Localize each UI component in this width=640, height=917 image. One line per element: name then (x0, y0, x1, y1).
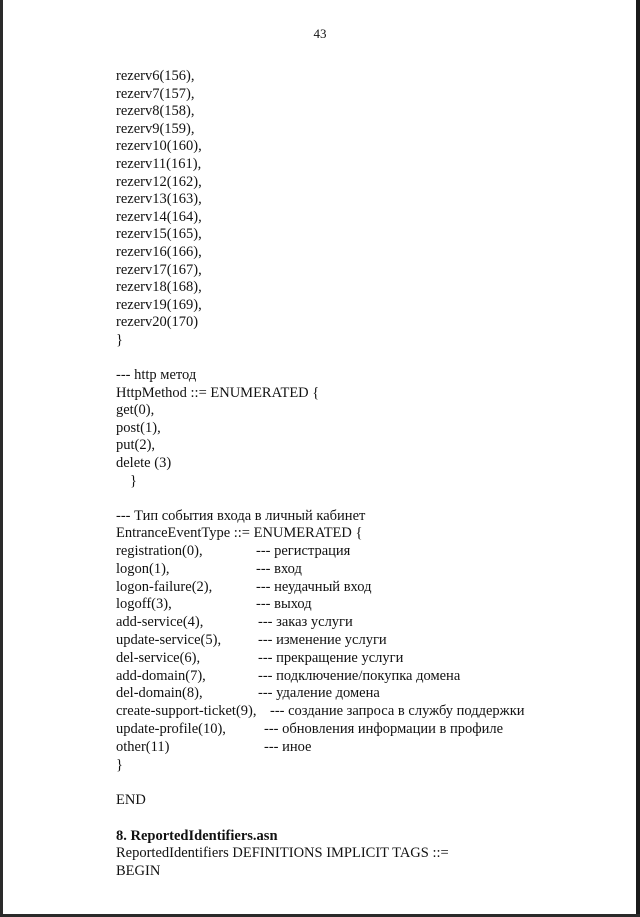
enum-row (116, 632, 616, 650)
document-body (116, 68, 616, 880)
enum-comment: --- прекращение услуги (258, 649, 404, 666)
end-keyword: END (116, 791, 146, 808)
code-line: post(1), (116, 419, 161, 436)
enum-comment: --- иное (264, 738, 312, 755)
enum-code: del-service(6), (116, 649, 201, 666)
closing-brace: } (116, 331, 123, 348)
enum-code: add-service(4), (116, 614, 204, 631)
enum-code: other(11) (116, 738, 170, 755)
code-line: put(2), (116, 437, 156, 454)
enum-comment: --- регистрация (256, 543, 351, 560)
code-line: rezerv14(164), (116, 208, 202, 225)
rezerv-block (116, 68, 616, 350)
scan-edge-right (636, 0, 640, 917)
enum-code: add-domain(7), (116, 667, 206, 684)
code-line: rezerv18(168), (116, 279, 202, 296)
entrance-comment: --- Тип события входа в личный кабинет (116, 507, 366, 524)
enum-row (116, 721, 616, 739)
section-definition: ReportedIdentifiers DEFINITIONS IMPLICIT TAGS ::= (116, 844, 449, 861)
enum-row (116, 614, 616, 632)
enum-code: update-service(5), (116, 632, 222, 649)
code-line: rezerv10(160), (116, 138, 202, 155)
enum-code: update-profile(10), (116, 721, 226, 737)
scan-edge-left (0, 0, 3, 917)
enum-comment: --- неудачный вход (256, 578, 372, 595)
http-comment: --- http метод (116, 367, 197, 384)
enum-comment: --- удаление домена (258, 685, 380, 702)
closing-brace: } (116, 756, 123, 773)
code-line: rezerv16(166), (116, 243, 202, 260)
enum-row (116, 703, 616, 721)
code-line: rezerv12(162), (116, 173, 202, 190)
enum-comment: --- заказ услуги (258, 614, 353, 631)
enum-code: del-domain(8), (116, 685, 203, 702)
enum-comment: --- создание запроса в службу поддержки (270, 703, 525, 720)
entrance-declaration: EntranceEventType ::= ENUMERATED { (116, 525, 363, 542)
code-line: rezerv6(156), (116, 68, 195, 84)
enum-comment: --- подключение/покупка домена (258, 667, 461, 684)
enum-row (116, 685, 616, 703)
enum-code: registration(0), (116, 543, 203, 560)
code-line: rezerv9(159), (116, 120, 195, 137)
code-line: rezerv7(157), (116, 85, 195, 102)
code-line: rezerv17(167), (116, 261, 202, 278)
code-line: rezerv8(158), (116, 103, 195, 120)
enum-row (116, 739, 616, 757)
begin-keyword: BEGIN (116, 862, 161, 879)
enum-row (116, 543, 616, 561)
code-line: rezerv19(169), (116, 296, 202, 313)
code-line: get(0), (116, 402, 155, 419)
http-declaration: HttpMethod ::= ENUMERATED { (116, 384, 320, 401)
code-line: rezerv15(165), (116, 226, 202, 243)
reported-identifiers-section (116, 827, 616, 880)
section-heading: 8. ReportedIdentifiers.asn (116, 827, 278, 844)
enum-comment: --- вход (256, 560, 302, 577)
enum-row (116, 579, 616, 597)
enum-row (116, 650, 616, 668)
page-number: 43 (313, 26, 327, 41)
enum-code: logon(1), (116, 560, 170, 577)
code-line: rezerv20(170) (116, 314, 199, 331)
enum-comment: --- изменение услуги (258, 632, 387, 649)
code-line: delete (3) (116, 455, 172, 472)
enum-code: logon-failure(2), (116, 578, 213, 595)
enum-row (116, 596, 616, 614)
enum-row (116, 668, 616, 686)
closing-brace: } (130, 472, 137, 489)
enum-row (116, 561, 616, 579)
enum-comment: --- выход (256, 596, 312, 613)
code-line: rezerv11(161), (116, 155, 202, 172)
code-line: rezerv13(163), (116, 191, 202, 208)
enum-code: create-support-ticket(9), (116, 703, 257, 720)
http-method-block (116, 367, 616, 490)
enum-code: logoff(3), (116, 596, 172, 613)
enum-comment: --- обновления информации в профиле (264, 721, 504, 737)
entrance-event-block (116, 508, 616, 774)
